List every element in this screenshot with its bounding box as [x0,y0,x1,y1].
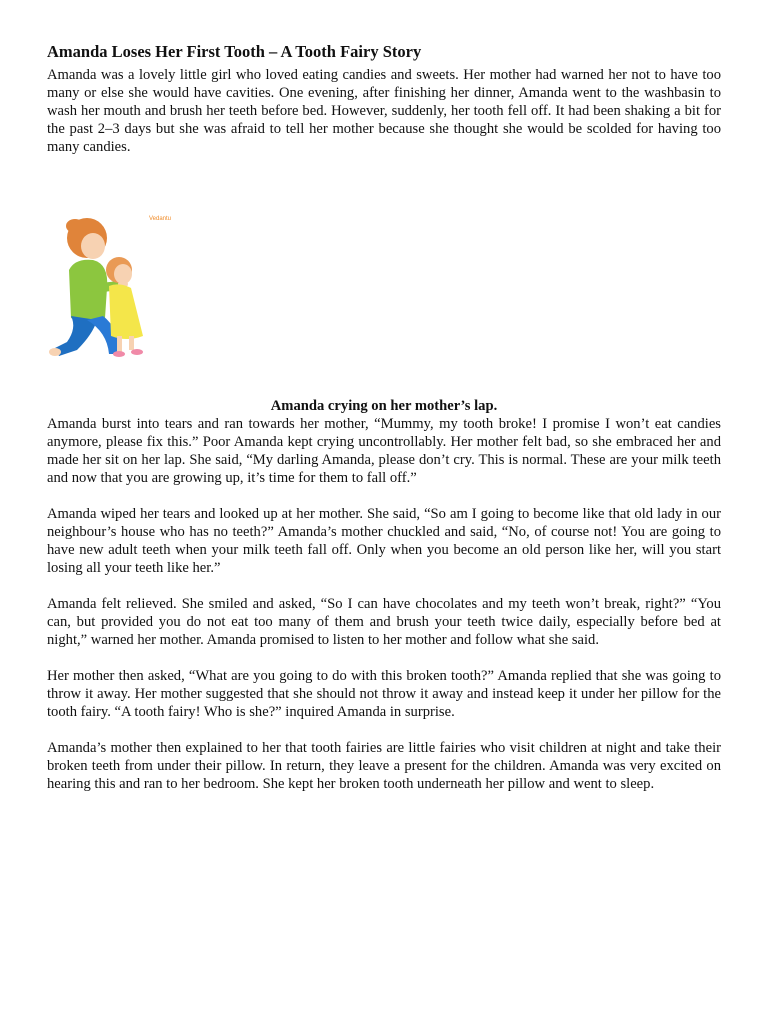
story-paragraph: Amanda felt relieved. She smiled and asked, “So I can have chocolates and my teeth won’t break, right?” “You can, but provided you do not eat too many of them and brush your teeth twice daily, especially before bed at night,” warned her mother. Amanda promised to listen to her mother and follow what she said. [47,596,721,648]
story-paragraph: Amanda wiped her tears and looked up at her mother. She said, “So am I going to become like that old lady in our neighbour’s house who has no teeth?” Amanda’s mother chuckled and said, “No, of course not! You are going to have new adult teeth when your milk teeth fall off. Only when you become an old person like her, will you start losing all your teeth like her.” [47,506,721,576]
document-header [47,42,721,156]
image-caption: Amanda crying on her mother’s lap. [270,398,498,414]
mother-hugging-child-illustration [47,208,171,368]
story-paragraph: Amanda burst into tears and ran towards her mother, “Mummy, my tooth broke! I promise I won’t eat candies anymore, please fix this.” Poor Amanda kept crying uncontrollably. Her mother felt bad, so she embraced her and made her sit on her lap. She said, “My darling Amanda, please don’t cry. This is normal. These are your milk teeth and now that you are growing up, it’s time for them to fall off.” [47,416,721,486]
story-paragraph: Amanda’s mother then explained to her that tooth fairies are little fairies who visit children at night and take their broken teeth from under their pillow. In return, they leave a present for the children. Amanda was very excited on hearing this and ran to her bedroom. She kept her broken tooth underneath her pillow and went to sleep. [47,740,721,792]
intro-paragraph: Amanda was a lovely little girl who loved eating candies and sweets. Her mother had warned her not to have too many or else she would have cavities. One evening, after finishing her dinner, Amanda went to the washbasin to wash her mouth and brush her teeth before bed. However, suddenly, her tooth fell off. It had been shaking a bit for the past 2–3 days but she was afraid to tell her mother because she thought she would be scolded for having too many candies. [47,67,721,155]
vedantu-logo: Vedantu [149,216,171,222]
story-body [47,415,721,793]
story-paragraph: Her mother then asked, “What are you going to do with this broken tooth?” Amanda replied that she was going to throw it away. Her mother suggested that she should not throw it away and instead keep it under her pillow for the tooth fairy. “A tooth fairy! Who is she?” inquired Amanda in surprise. [47,668,721,720]
story-title: Amanda Loses Her First Tooth – A Tooth Fairy Story [47,42,422,61]
